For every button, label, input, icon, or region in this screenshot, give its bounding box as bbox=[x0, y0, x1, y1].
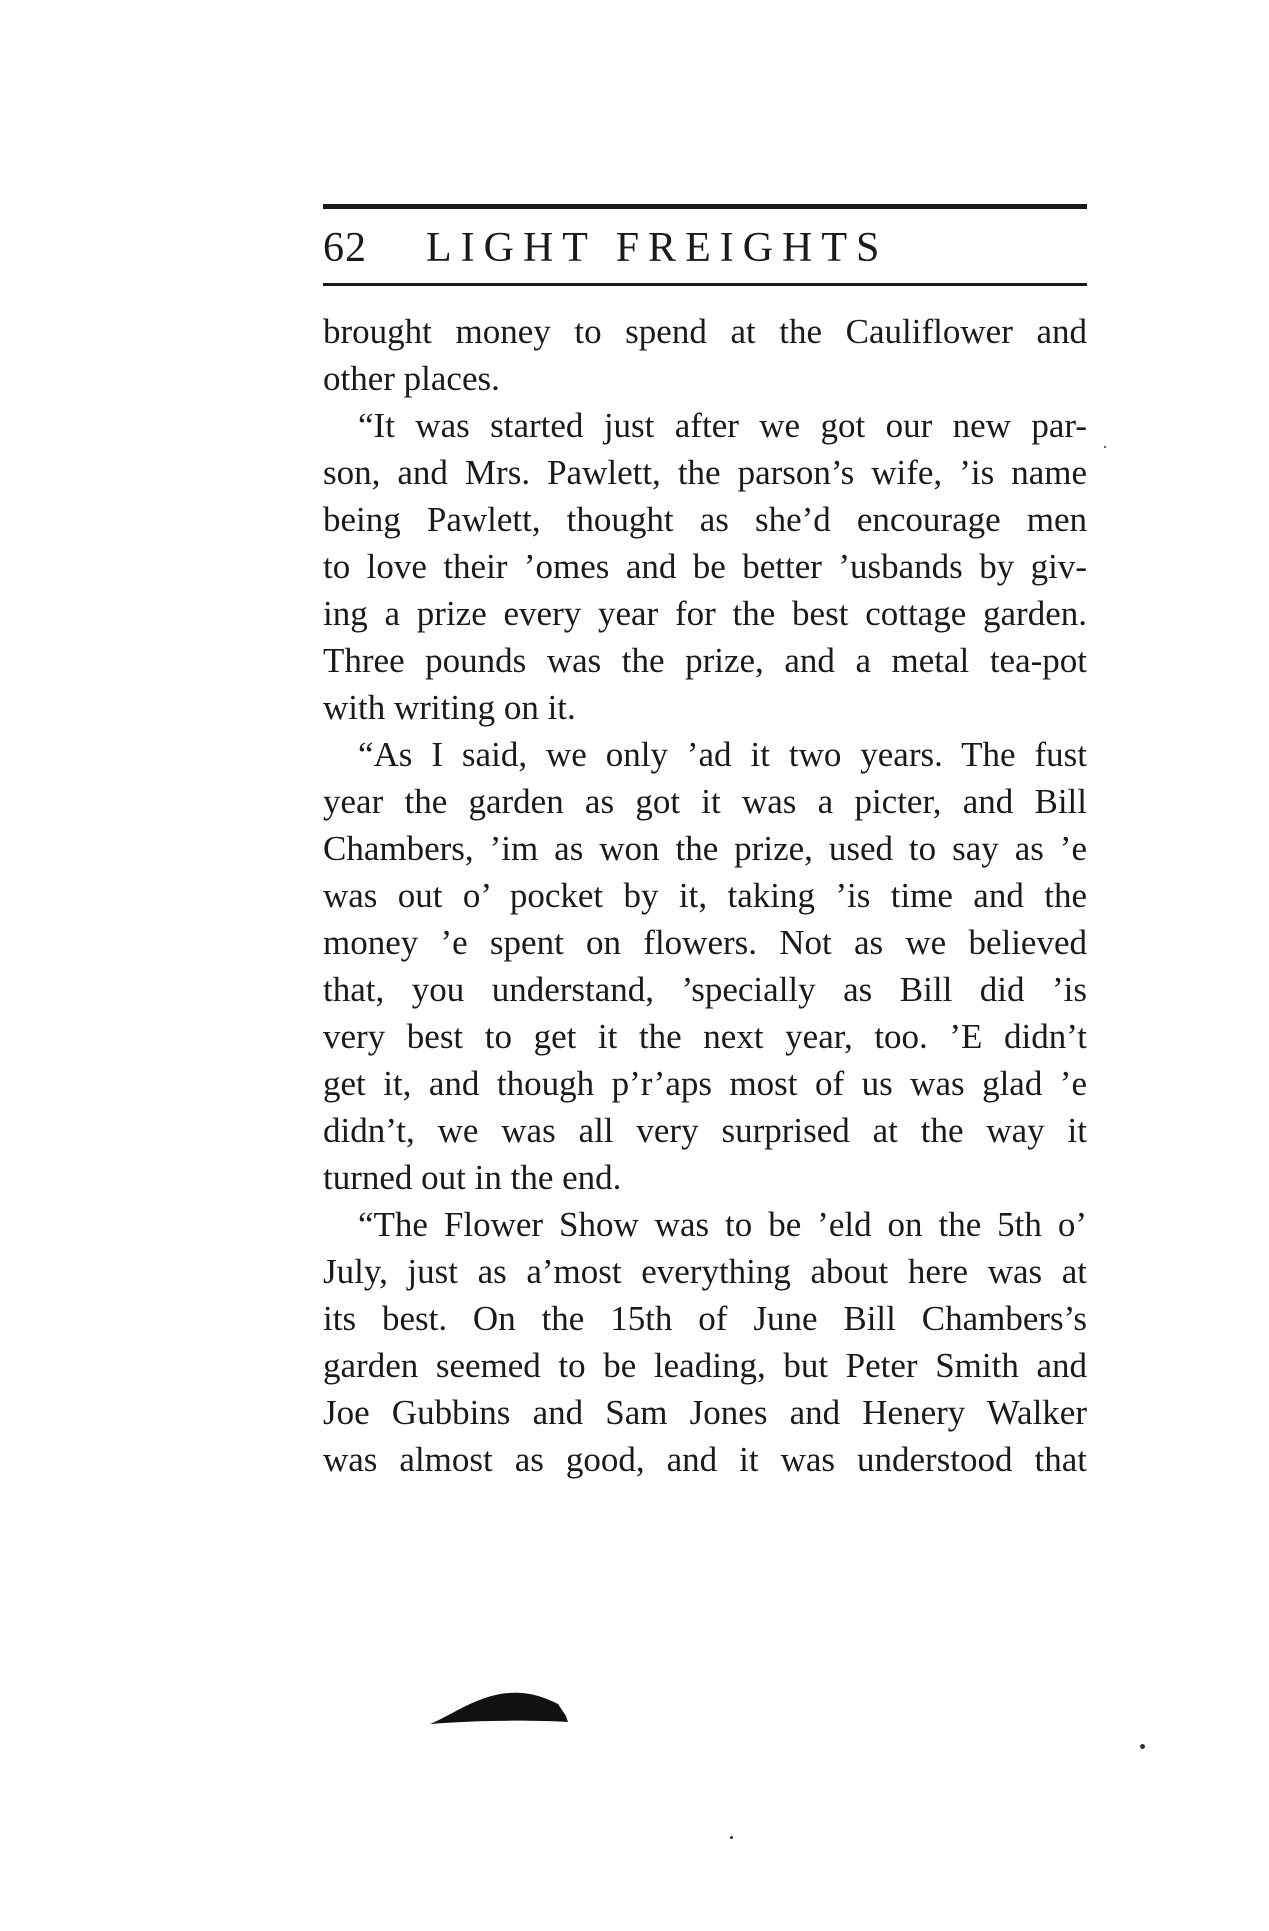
running-head bbox=[323, 220, 1087, 276]
text-line: Chambers, ’im as won the prize, used to say as ’e bbox=[323, 829, 1087, 868]
text-line: July, just as a’most everything about here was at bbox=[323, 1252, 1087, 1291]
text-line: Joe Gubbins and Sam Jones and Henery Walker bbox=[323, 1393, 1087, 1432]
text-line: turned out in the end. bbox=[323, 1158, 622, 1197]
header-rule-top bbox=[323, 204, 1087, 209]
text-line: very best to get it the next year, too. ’E didn’t bbox=[323, 1017, 1087, 1056]
scan-speck bbox=[1140, 1744, 1145, 1749]
text-line: was out o’ pocket by it, taking ’is time and the bbox=[323, 876, 1087, 915]
text-line: garden seemed to be leading, but Peter Smith and bbox=[323, 1346, 1087, 1385]
text-line: “The Flower Show was to be ’eld on the 5th o’ bbox=[358, 1205, 1087, 1244]
text-line: Three pounds was the prize, and a metal tea-pot bbox=[323, 641, 1087, 680]
text-line: didn’t, we was all very surprised at the way it bbox=[323, 1111, 1087, 1150]
text-line: get it, and though p’r’aps most of us was glad ’e bbox=[323, 1064, 1087, 1103]
text-line: other places. bbox=[323, 359, 500, 398]
text-line: that, you understand, ’specially as Bill did ’is bbox=[323, 970, 1087, 1009]
text-line: year the garden as got it was a picter, and Bill bbox=[323, 782, 1087, 821]
text-line: to love their ’omes and be better ’usbands by giv- bbox=[323, 547, 1087, 586]
scan-speck bbox=[730, 1836, 733, 1839]
scan-speck bbox=[1104, 446, 1106, 448]
body-text bbox=[323, 308, 1087, 1483]
page-number: 62 bbox=[323, 225, 367, 271]
book-title: LIGHT FREIGHTS bbox=[426, 225, 889, 271]
text-line: son, and Mrs. Pawlett, the parson’s wife, ’is name bbox=[323, 453, 1087, 492]
text-line: “As I said, we only ’ad it two years. The fust bbox=[358, 735, 1087, 774]
text-line: being Pawlett, thought as she’d encourage men bbox=[323, 500, 1087, 539]
ink-blot-mark bbox=[430, 1690, 570, 1730]
text-line: money ’e spent on flowers. Not as we believed bbox=[323, 923, 1087, 962]
text-line: ing a prize every year for the best cottage garden. bbox=[323, 594, 1087, 633]
text-line: its best. On the 15th of June Bill Chambers’s bbox=[323, 1299, 1087, 1338]
text-line: with writing on it. bbox=[323, 688, 576, 727]
text-line: was almost as good, and it was understood that bbox=[323, 1440, 1087, 1479]
text-line: “It was started just after we got our new par- bbox=[358, 406, 1087, 445]
header-rule-bottom bbox=[323, 283, 1087, 286]
text-line: brought money to spend at the Cauliflower and bbox=[323, 312, 1087, 351]
